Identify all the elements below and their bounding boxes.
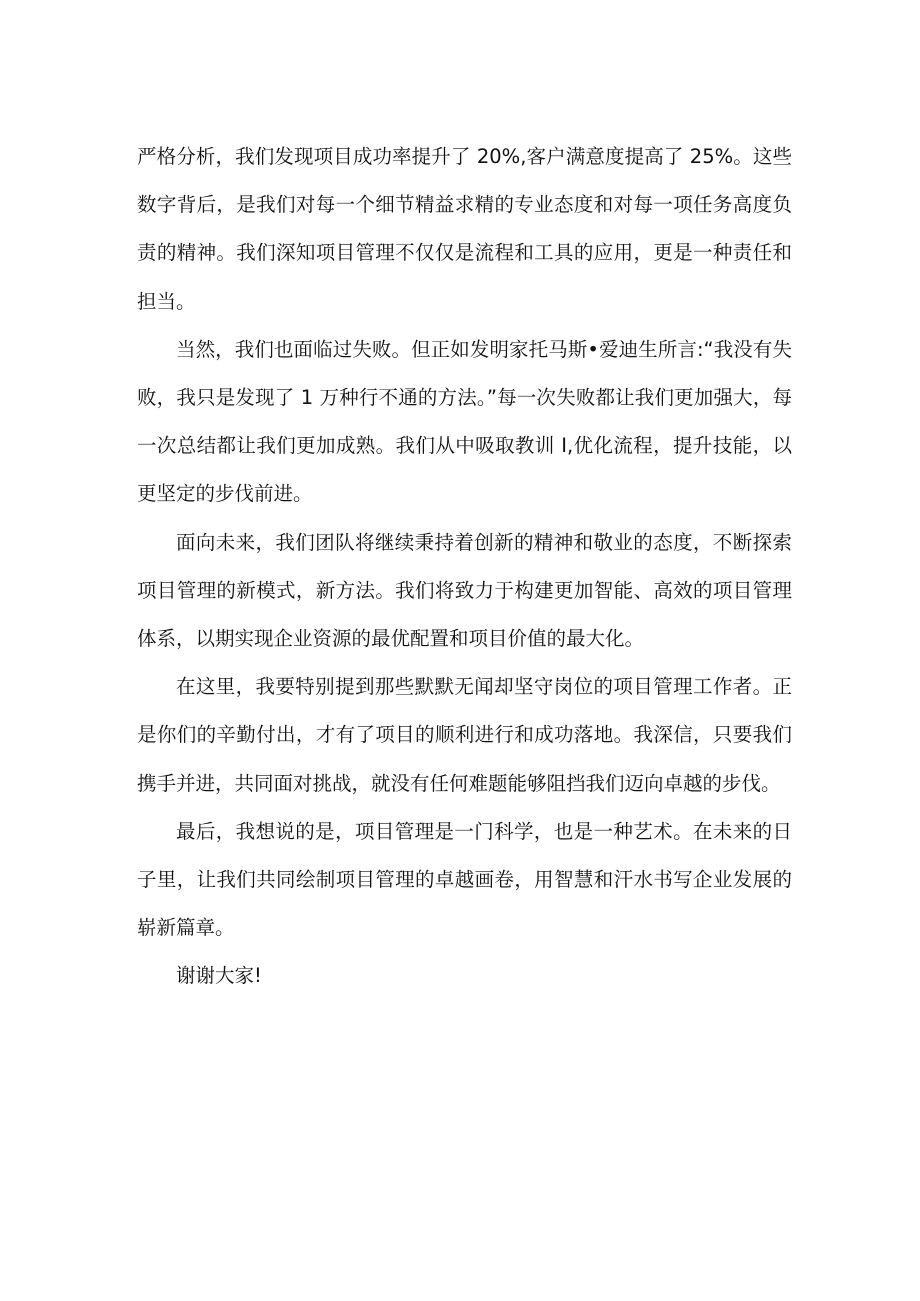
document-body (137, 133, 792, 1001)
paragraph-thanks-workers: 在这里，我要特别提到那些默默无闻却坚守岗位的项目管理工作者。正是你们的辛勤付出，才有了项目的顺利进行和成功落地。我深信，只要我们携手并进，共同面对挑战，就没有任何难题能够阻挡我们迈向卓越的步伐。 (137, 675, 792, 795)
paragraph-conclusion: 最后，我想说的是，项目管理是一门科学，也是一种艺术。在未来的日子里，让我们共同绘制项目管理的卓越画卷，用智慧和汗水书写企业发展的崭新篇章。 (137, 819, 792, 940)
paragraph-failure: 当然，我们也面临过失败。但正如发明家托马斯•爱迪生所言:“我没有失败，我只是发现了 1 万种行不通的方法。”每一次失败都让我们更加强大，每一次总结都让我们更加成熟。我们从中吸取教训 I,优化流程，提升技能，以更坚定的步伐前进。 (137, 337, 792, 506)
paragraph-closing: 谢谢大家! (176, 964, 262, 988)
paragraph-continuation: 严格分析，我们发现项目成功率提升了 20%,客户满意度提高了 25%。这些数字背后，是我们对每一个细节精益求精的专业态度和对每一项任务高度负责的精神。我们深知项目管理不仅仅是流程和工具的应用，更是一种责任和担当。 (137, 145, 792, 313)
paragraph-future: 面向未来，我们团队将继续秉持着创新的精神和敬业的态度，不断探索项目管理的新模式，新方法。我们将致力于构建更加智能、高效的项目管理体系，以期实现企业资源的最优配置和项目价值的最大化。 (137, 530, 792, 651)
